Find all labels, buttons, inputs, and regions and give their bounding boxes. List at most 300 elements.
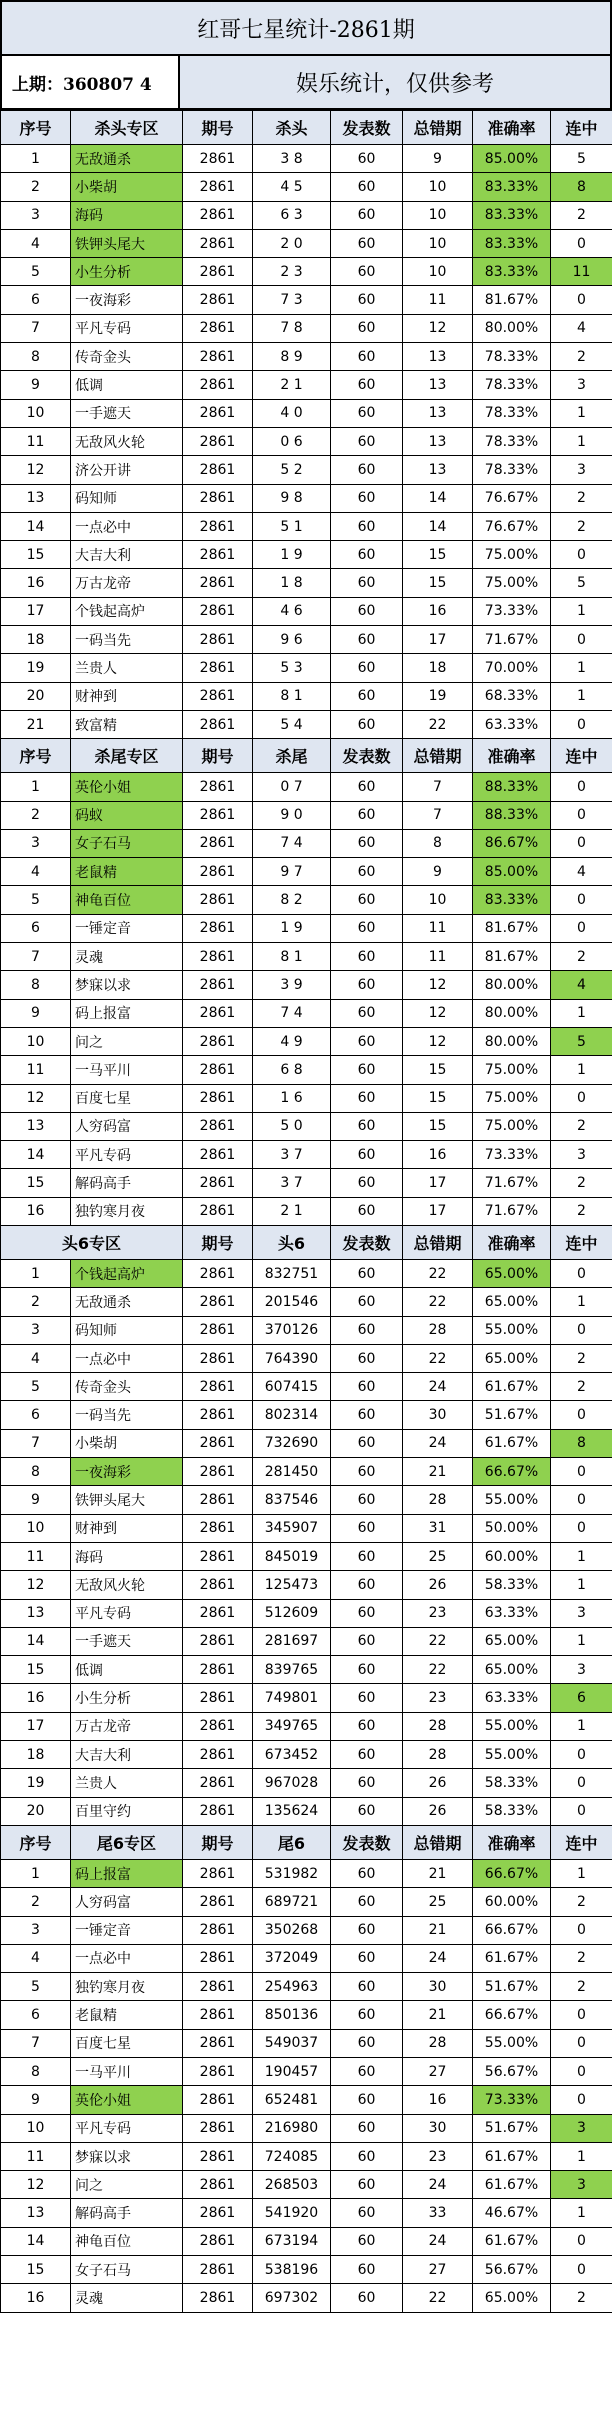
cell-name: 小柴胡 — [71, 173, 183, 201]
cell-issue: 2861 — [183, 1373, 253, 1401]
cell-accuracy: 56.67% — [473, 2256, 551, 2284]
cell-accuracy: 71.67% — [473, 1197, 551, 1225]
cell-accuracy: 80.00% — [473, 1027, 551, 1055]
cell-published: 60 — [331, 1316, 403, 1344]
cell-issue: 2861 — [183, 886, 253, 914]
section-header — [1, 111, 612, 145]
cell-accuracy: 61.67% — [473, 2142, 551, 2170]
cell-issue: 2861 — [183, 1259, 253, 1287]
cell-streak: 0 — [551, 541, 612, 569]
cell-issue: 2861 — [183, 1514, 253, 1542]
cell-numbers: 832751 — [253, 1259, 331, 1287]
cell-name: 传奇金头 — [71, 343, 183, 371]
column-header-issue: 期号 — [183, 111, 253, 145]
cell-published: 60 — [331, 710, 403, 738]
cell-misses: 11 — [403, 943, 473, 971]
cell-streak: 1 — [551, 1712, 612, 1740]
cell-issue: 2861 — [183, 569, 253, 597]
cell-index: 21 — [1, 710, 71, 738]
cell-accuracy: 65.00% — [473, 1344, 551, 1372]
table-row — [1, 1656, 612, 1684]
cell-issue: 2861 — [183, 2227, 253, 2255]
cell-accuracy: 66.67% — [473, 1859, 551, 1887]
cell-published: 60 — [331, 541, 403, 569]
cell-streak: 5 — [551, 1027, 612, 1055]
cell-misses: 17 — [403, 1197, 473, 1225]
cell-streak: 0 — [551, 886, 612, 914]
section-header — [1, 739, 612, 773]
cell-index: 18 — [1, 1741, 71, 1769]
table-row — [1, 1288, 612, 1316]
cell-issue: 2861 — [183, 999, 253, 1027]
cell-name: 万古龙帝 — [71, 1712, 183, 1740]
cell-numbers: 281450 — [253, 1458, 331, 1486]
cell-published: 60 — [331, 1259, 403, 1287]
table-row — [1, 1712, 612, 1740]
column-header-misses: 总错期 — [403, 1225, 473, 1259]
cell-published: 60 — [331, 1571, 403, 1599]
cell-accuracy: 75.00% — [473, 569, 551, 597]
cell-misses: 10 — [403, 258, 473, 286]
cell-name: 神龟百位 — [71, 886, 183, 914]
cell-numbers: 538196 — [253, 2256, 331, 2284]
cell-published: 60 — [331, 2284, 403, 2312]
cell-numbers: 8 9 — [253, 343, 331, 371]
cell-misses: 16 — [403, 2086, 473, 2114]
cell-issue: 2861 — [183, 2199, 253, 2227]
cell-name: 老鼠精 — [71, 858, 183, 886]
cell-name: 个钱起高炉 — [71, 1259, 183, 1287]
cell-numbers: 802314 — [253, 1401, 331, 1429]
table-row — [1, 1741, 612, 1769]
cell-numbers: 125473 — [253, 1571, 331, 1599]
cell-name: 无敌风火轮 — [71, 1571, 183, 1599]
table-row — [1, 1141, 612, 1169]
cell-name: 一码当先 — [71, 626, 183, 654]
cell-published: 60 — [331, 1027, 403, 1055]
cell-streak: 4 — [551, 858, 612, 886]
cell-published: 60 — [331, 1627, 403, 1655]
table-row — [1, 1259, 612, 1287]
cell-name: 兰贵人 — [71, 1769, 183, 1797]
cell-published: 60 — [331, 999, 403, 1027]
cell-accuracy: 81.67% — [473, 914, 551, 942]
cell-published: 60 — [331, 1373, 403, 1401]
cell-index: 14 — [1, 1627, 71, 1655]
cell-streak: 0 — [551, 1316, 612, 1344]
cell-numbers: 1 8 — [253, 569, 331, 597]
cell-accuracy: 83.33% — [473, 201, 551, 229]
cell-name: 一码当先 — [71, 1401, 183, 1429]
cell-misses: 27 — [403, 2256, 473, 2284]
cell-index: 6 — [1, 1401, 71, 1429]
cell-numbers: 216980 — [253, 2114, 331, 2142]
cell-numbers: 5 3 — [253, 654, 331, 682]
cell-index: 10 — [1, 1027, 71, 1055]
table-row — [1, 1373, 612, 1401]
cell-name: 财神到 — [71, 682, 183, 710]
cell-published: 60 — [331, 1684, 403, 1712]
cell-name: 低调 — [71, 1656, 183, 1684]
cell-index: 7 — [1, 943, 71, 971]
cell-name: 码上报富 — [71, 999, 183, 1027]
cell-numbers: 268503 — [253, 2171, 331, 2199]
cell-published: 60 — [331, 1741, 403, 1769]
table-row — [1, 829, 612, 857]
cell-published: 60 — [331, 801, 403, 829]
table-row — [1, 1056, 612, 1084]
cell-streak: 1 — [551, 2199, 612, 2227]
column-header-index: 序号 — [1, 111, 71, 145]
cell-accuracy: 85.00% — [473, 858, 551, 886]
cell-misses: 28 — [403, 1486, 473, 1514]
cell-streak: 0 — [551, 229, 612, 257]
table-row — [1, 1316, 612, 1344]
cell-name: 女子石马 — [71, 2256, 183, 2284]
cell-index: 14 — [1, 1141, 71, 1169]
cell-numbers: 0 7 — [253, 773, 331, 801]
cell-name: 一手遮天 — [71, 399, 183, 427]
cell-misses: 24 — [403, 1944, 473, 1972]
cell-issue: 2861 — [183, 201, 253, 229]
cell-accuracy: 81.67% — [473, 286, 551, 314]
cell-streak: 1 — [551, 682, 612, 710]
table-row — [1, 1458, 612, 1486]
cell-streak: 0 — [551, 1916, 612, 1944]
column-header-accuracy: 准确率 — [473, 739, 551, 773]
cell-numbers: 5 1 — [253, 512, 331, 540]
cell-numbers: 370126 — [253, 1316, 331, 1344]
table-row — [1, 1027, 612, 1055]
cell-issue: 2861 — [183, 1056, 253, 1084]
cell-streak: 6 — [551, 1684, 612, 1712]
cell-issue: 2861 — [183, 145, 253, 173]
cell-issue: 2861 — [183, 1169, 253, 1197]
cell-accuracy: 73.33% — [473, 597, 551, 625]
cell-streak: 2 — [551, 1112, 612, 1140]
cell-name: 一锤定音 — [71, 1916, 183, 1944]
cell-accuracy: 58.33% — [473, 1769, 551, 1797]
cell-accuracy: 78.33% — [473, 371, 551, 399]
cell-issue: 2861 — [183, 1197, 253, 1225]
cell-issue: 2861 — [183, 1888, 253, 1916]
cell-published: 60 — [331, 2086, 403, 2114]
cell-published: 60 — [331, 1084, 403, 1112]
cell-misses: 12 — [403, 314, 473, 342]
cell-misses: 23 — [403, 1599, 473, 1627]
cell-published: 60 — [331, 1056, 403, 1084]
cell-accuracy: 55.00% — [473, 1316, 551, 1344]
cell-numbers: 9 7 — [253, 858, 331, 886]
table-row — [1, 626, 612, 654]
page-title: 红哥七星统计-2861期 — [0, 0, 612, 56]
cell-published: 60 — [331, 2199, 403, 2227]
cell-numbers: 8 1 — [253, 943, 331, 971]
column-header-numbers: 头6 — [253, 1225, 331, 1259]
cell-issue: 2861 — [183, 626, 253, 654]
cell-numbers: 4 6 — [253, 597, 331, 625]
cell-streak: 2 — [551, 512, 612, 540]
column-header-numbers: 杀头 — [253, 111, 331, 145]
cell-issue: 2861 — [183, 2029, 253, 2057]
table-row — [1, 1197, 612, 1225]
cell-accuracy: 51.67% — [473, 2114, 551, 2142]
cell-name: 铁钾头尾大 — [71, 229, 183, 257]
cell-streak: 1 — [551, 1627, 612, 1655]
cell-numbers: 673452 — [253, 1741, 331, 1769]
cell-accuracy: 61.67% — [473, 2227, 551, 2255]
cell-index: 9 — [1, 1486, 71, 1514]
cell-index: 1 — [1, 145, 71, 173]
cell-index: 7 — [1, 1429, 71, 1457]
cell-misses: 24 — [403, 2227, 473, 2255]
cell-name: 财神到 — [71, 1514, 183, 1542]
cell-name: 平凡专码 — [71, 314, 183, 342]
cell-streak: 0 — [551, 2001, 612, 2029]
cell-issue: 2861 — [183, 597, 253, 625]
cell-numbers: 732690 — [253, 1429, 331, 1457]
cell-name: 码蚁 — [71, 801, 183, 829]
cell-accuracy: 83.33% — [473, 258, 551, 286]
cell-index: 8 — [1, 343, 71, 371]
table-row — [1, 456, 612, 484]
cell-name: 一马平川 — [71, 1056, 183, 1084]
column-header-accuracy: 准确率 — [473, 1825, 551, 1859]
cell-issue: 2861 — [183, 773, 253, 801]
cell-accuracy: 65.00% — [473, 1656, 551, 1684]
cell-index: 20 — [1, 682, 71, 710]
table-row — [1, 484, 612, 512]
table-row — [1, 710, 612, 738]
cell-published: 60 — [331, 1542, 403, 1570]
cell-streak: 3 — [551, 371, 612, 399]
cell-issue: 2861 — [183, 2086, 253, 2114]
cell-name: 低调 — [71, 371, 183, 399]
cell-misses: 26 — [403, 1797, 473, 1825]
cell-accuracy: 66.67% — [473, 1916, 551, 1944]
cell-index: 17 — [1, 597, 71, 625]
cell-accuracy: 65.00% — [473, 1288, 551, 1316]
table-row — [1, 173, 612, 201]
cell-index: 16 — [1, 2284, 71, 2312]
cell-index: 16 — [1, 1684, 71, 1712]
cell-numbers: 7 8 — [253, 314, 331, 342]
cell-numbers: 201546 — [253, 1288, 331, 1316]
cell-issue: 2861 — [183, 914, 253, 942]
table-row — [1, 1429, 612, 1457]
cell-streak: 1 — [551, 1859, 612, 1887]
cell-streak: 2 — [551, 1944, 612, 1972]
cell-misses: 26 — [403, 1571, 473, 1599]
cell-issue: 2861 — [183, 258, 253, 286]
cell-issue: 2861 — [183, 1741, 253, 1769]
cell-index: 11 — [1, 427, 71, 455]
cell-misses: 11 — [403, 914, 473, 942]
cell-issue: 2861 — [183, 1944, 253, 1972]
cell-numbers: 5 4 — [253, 710, 331, 738]
cell-name: 码知师 — [71, 484, 183, 512]
cell-published: 60 — [331, 2058, 403, 2086]
cell-accuracy: 83.33% — [473, 229, 551, 257]
column-header-index: 序号 — [1, 1825, 71, 1859]
cell-numbers: 350268 — [253, 1916, 331, 1944]
cell-index: 10 — [1, 2114, 71, 2142]
cell-numbers: 6 3 — [253, 201, 331, 229]
table-row — [1, 1169, 612, 1197]
cell-published: 60 — [331, 1112, 403, 1140]
cell-published: 60 — [331, 2114, 403, 2142]
cell-index: 14 — [1, 512, 71, 540]
cell-misses: 17 — [403, 1169, 473, 1197]
cell-index: 5 — [1, 1373, 71, 1401]
table-row — [1, 512, 612, 540]
table-row — [1, 1797, 612, 1825]
cell-accuracy: 61.67% — [473, 2171, 551, 2199]
cell-issue: 2861 — [183, 1288, 253, 1316]
cell-misses: 22 — [403, 1344, 473, 1372]
cell-published: 60 — [331, 399, 403, 427]
cell-published: 60 — [331, 1769, 403, 1797]
cell-issue: 2861 — [183, 173, 253, 201]
cell-issue: 2861 — [183, 427, 253, 455]
column-header-streak: 连中 — [551, 1225, 612, 1259]
cell-streak: 0 — [551, 1084, 612, 1112]
table-row — [1, 2086, 612, 2114]
cell-index: 10 — [1, 399, 71, 427]
cell-published: 60 — [331, 1888, 403, 1916]
cell-accuracy: 76.67% — [473, 484, 551, 512]
cell-name: 百度七星 — [71, 1084, 183, 1112]
cell-misses: 24 — [403, 1429, 473, 1457]
cell-numbers: 697302 — [253, 2284, 331, 2312]
cell-numbers: 8 1 — [253, 682, 331, 710]
table-row — [1, 1112, 612, 1140]
cell-streak: 0 — [551, 914, 612, 942]
cell-issue: 2861 — [183, 1859, 253, 1887]
cell-name: 一夜海彩 — [71, 1458, 183, 1486]
table-row — [1, 229, 612, 257]
cell-streak: 3 — [551, 2171, 612, 2199]
column-header-streak: 连中 — [551, 1825, 612, 1859]
cell-index: 5 — [1, 886, 71, 914]
cell-streak: 1 — [551, 999, 612, 1027]
cell-misses: 13 — [403, 399, 473, 427]
cell-numbers: 512609 — [253, 1599, 331, 1627]
cell-index: 17 — [1, 1712, 71, 1740]
cell-streak: 2 — [551, 1169, 612, 1197]
cell-numbers: 3 7 — [253, 1141, 331, 1169]
cell-streak: 0 — [551, 2256, 612, 2284]
table-row — [1, 1542, 612, 1570]
cell-index: 1 — [1, 1859, 71, 1887]
cell-streak: 0 — [551, 1486, 612, 1514]
cell-index: 9 — [1, 371, 71, 399]
cell-streak: 0 — [551, 1458, 612, 1486]
cell-issue: 2861 — [183, 1973, 253, 2001]
cell-misses: 13 — [403, 427, 473, 455]
cell-published: 60 — [331, 314, 403, 342]
table-row — [1, 201, 612, 229]
cell-accuracy: 78.33% — [473, 456, 551, 484]
cell-streak: 0 — [551, 1741, 612, 1769]
table-row — [1, 1916, 612, 1944]
cell-index: 10 — [1, 1514, 71, 1542]
cell-streak: 4 — [551, 971, 612, 999]
cell-published: 60 — [331, 914, 403, 942]
cell-accuracy: 76.67% — [473, 512, 551, 540]
cell-streak: 2 — [551, 1973, 612, 2001]
table-row — [1, 1486, 612, 1514]
cell-misses: 28 — [403, 1712, 473, 1740]
column-header-accuracy: 准确率 — [473, 1225, 551, 1259]
cell-name: 灵魂 — [71, 2284, 183, 2312]
cell-numbers: 8 2 — [253, 886, 331, 914]
cell-name: 个钱起高炉 — [71, 597, 183, 625]
cell-misses: 8 — [403, 829, 473, 857]
cell-accuracy: 71.67% — [473, 1169, 551, 1197]
cell-index: 13 — [1, 1599, 71, 1627]
cell-misses: 12 — [403, 971, 473, 999]
table-row — [1, 858, 612, 886]
cell-published: 60 — [331, 1486, 403, 1514]
cell-numbers: 724085 — [253, 2142, 331, 2170]
cell-numbers: 3 9 — [253, 971, 331, 999]
cell-misses: 9 — [403, 858, 473, 886]
cell-name: 独钓寒月夜 — [71, 1973, 183, 2001]
column-header-misses: 总错期 — [403, 739, 473, 773]
cell-index: 15 — [1, 2256, 71, 2284]
cell-misses: 30 — [403, 2114, 473, 2142]
cell-accuracy: 65.00% — [473, 1627, 551, 1655]
cell-index: 15 — [1, 1656, 71, 1684]
cell-published: 60 — [331, 829, 403, 857]
cell-published: 60 — [331, 1141, 403, 1169]
table-row — [1, 1344, 612, 1372]
column-header-published: 发表数 — [331, 1825, 403, 1859]
cell-accuracy: 83.33% — [473, 886, 551, 914]
cell-accuracy: 60.00% — [473, 1888, 551, 1916]
cell-issue: 2861 — [183, 1401, 253, 1429]
cell-index: 2 — [1, 1888, 71, 1916]
cell-name: 人穷码富 — [71, 1888, 183, 1916]
cell-published: 60 — [331, 858, 403, 886]
table-row — [1, 886, 612, 914]
cell-name: 小生分析 — [71, 258, 183, 286]
cell-accuracy: 75.00% — [473, 1084, 551, 1112]
cell-misses: 12 — [403, 1027, 473, 1055]
cell-misses: 14 — [403, 484, 473, 512]
cell-accuracy: 60.00% — [473, 1542, 551, 1570]
cell-numbers: 749801 — [253, 1684, 331, 1712]
cell-name: 梦寐以求 — [71, 2142, 183, 2170]
cell-issue: 2861 — [183, 1916, 253, 1944]
table-row — [1, 597, 612, 625]
previous-draw: 上期：360807 4 — [0, 56, 180, 110]
cell-index: 6 — [1, 2001, 71, 2029]
cell-streak: 2 — [551, 343, 612, 371]
cell-name: 海码 — [71, 201, 183, 229]
cell-accuracy: 50.00% — [473, 1514, 551, 1542]
cell-published: 60 — [331, 1859, 403, 1887]
cell-numbers: 9 8 — [253, 484, 331, 512]
cell-issue: 2861 — [183, 710, 253, 738]
cell-issue: 2861 — [183, 314, 253, 342]
cell-streak: 1 — [551, 427, 612, 455]
cell-streak: 2 — [551, 1197, 612, 1225]
cell-index: 9 — [1, 2086, 71, 2114]
cell-issue: 2861 — [183, 1656, 253, 1684]
cell-accuracy: 85.00% — [473, 145, 551, 173]
